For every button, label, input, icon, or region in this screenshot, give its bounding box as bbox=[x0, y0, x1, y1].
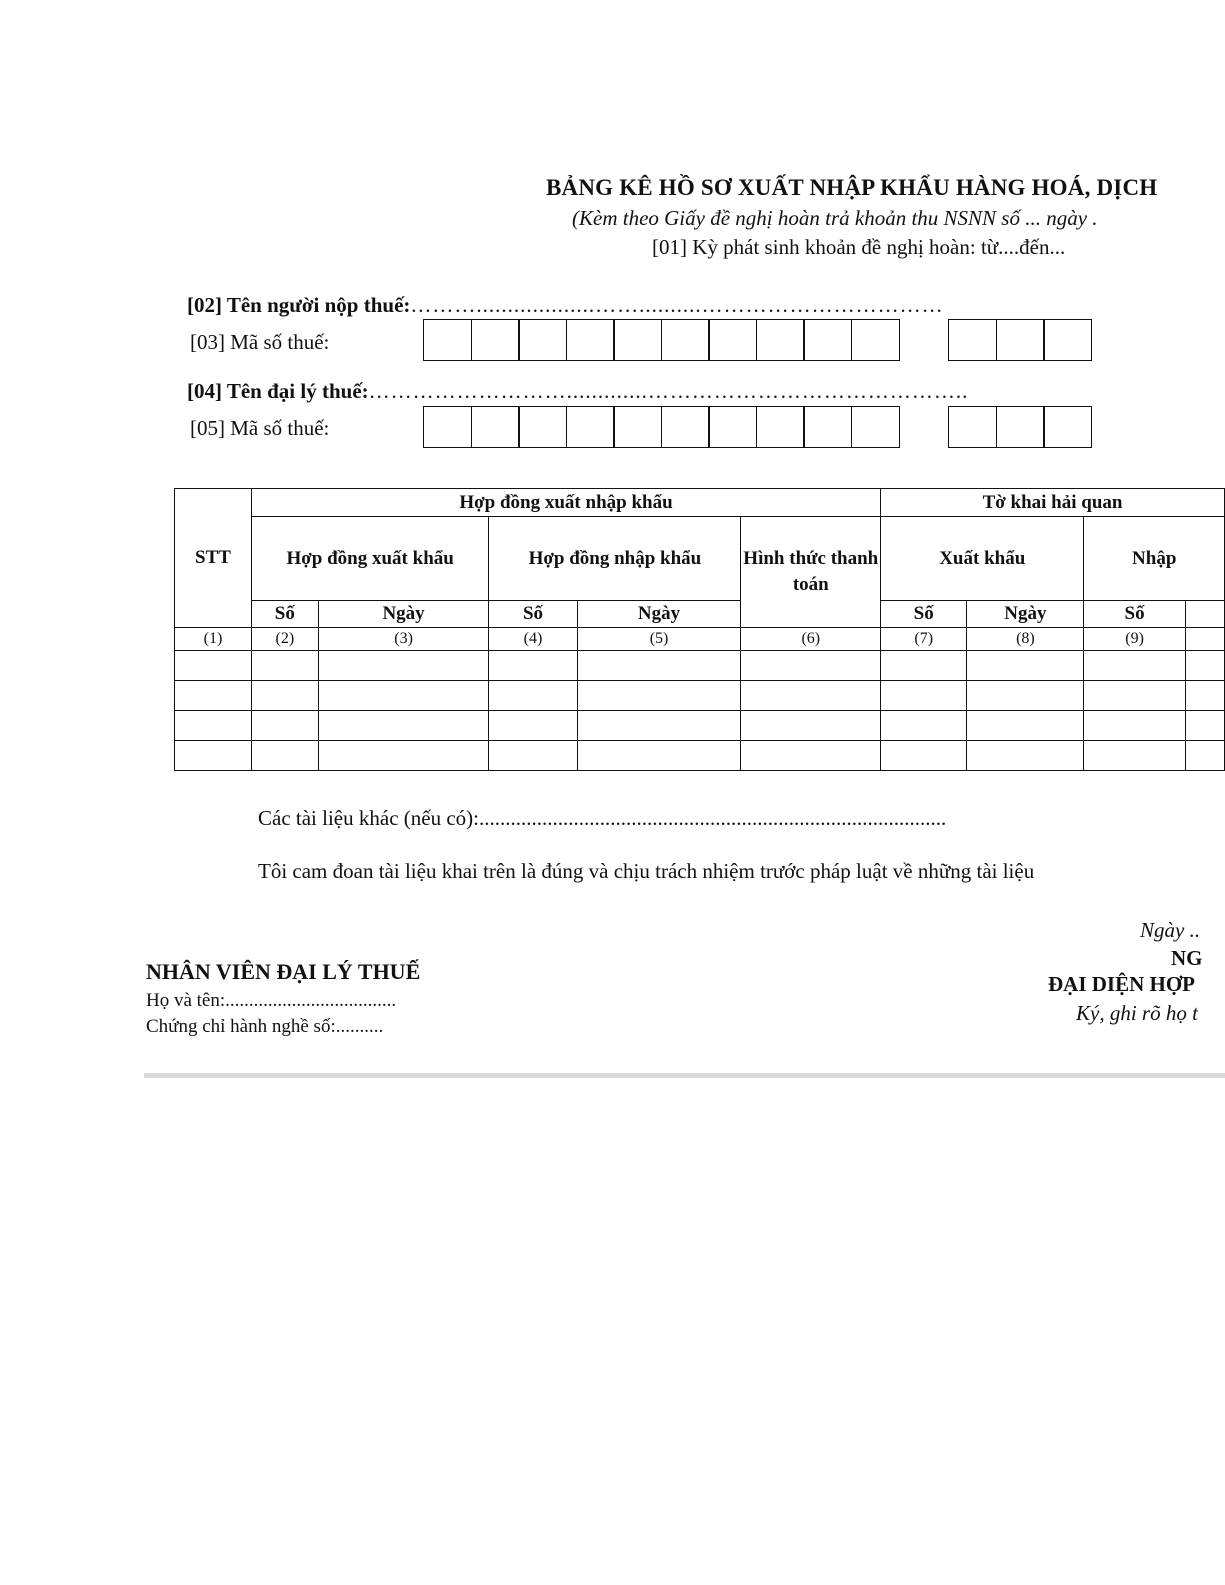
taxpayer-name-dots: ………...................……..........…………………………… bbox=[410, 293, 944, 317]
table-cell[interactable] bbox=[175, 711, 252, 741]
branch-digit-box[interactable] bbox=[948, 406, 997, 448]
document-page bbox=[144, 146, 1225, 1076]
column-number: (3) bbox=[318, 628, 489, 651]
table-cell[interactable] bbox=[577, 651, 741, 681]
taxpayer-tax-id-label: [03] Mã số thuế: bbox=[190, 330, 330, 354]
tax-id-digit-box[interactable] bbox=[518, 319, 567, 361]
tax-id-digit-box[interactable] bbox=[708, 319, 757, 361]
tax-agent-certificate-line: Chứng chỉ hành nghề số:.......... bbox=[146, 1016, 384, 1037]
table-cell[interactable] bbox=[318, 711, 489, 741]
agent-name-dots: ……………………….............…………………………………….. bbox=[368, 379, 969, 403]
table-cell[interactable] bbox=[251, 681, 318, 711]
column-number: (1) bbox=[175, 628, 252, 651]
table-cell[interactable] bbox=[1185, 741, 1224, 771]
column-number: (9) bbox=[1084, 628, 1185, 651]
table-cell[interactable] bbox=[967, 651, 1084, 681]
taxpayer-branch-id-boxes[interactable] bbox=[948, 319, 1092, 361]
sub-header-date: Ngày bbox=[967, 601, 1084, 628]
branch-digit-box[interactable] bbox=[996, 406, 1045, 448]
table-cell[interactable] bbox=[318, 741, 489, 771]
sub-header-blank bbox=[1185, 601, 1224, 628]
tax-id-digit-box[interactable] bbox=[471, 319, 520, 361]
tax-agent-name-line: Họ và tên:.................................... bbox=[146, 990, 397, 1011]
table-cell[interactable] bbox=[741, 741, 881, 771]
document-subtitle: (Kèm theo Giấy đề nghị hoàn trả khoản thu NSNN số ... ngày . bbox=[572, 206, 1098, 230]
signature-instruction: Ký, ghi rõ họ t bbox=[1076, 1001, 1198, 1025]
table-cell[interactable] bbox=[741, 651, 881, 681]
table-cell[interactable] bbox=[175, 651, 252, 681]
tax-id-digit-box[interactable] bbox=[613, 319, 662, 361]
representative-title: ĐẠI DIỆN HỢP bbox=[1048, 972, 1196, 996]
table-cell[interactable] bbox=[251, 711, 318, 741]
tax-id-digit-box[interactable] bbox=[566, 319, 615, 361]
sub-header-number: Số bbox=[1084, 601, 1185, 628]
table-cell[interactable] bbox=[489, 651, 577, 681]
column-number: (6) bbox=[741, 628, 881, 651]
table-cell[interactable] bbox=[967, 681, 1084, 711]
table-cell[interactable] bbox=[175, 741, 252, 771]
column-number: (4) bbox=[489, 628, 577, 651]
col-header-import-contract: Hợp đồng nhập khẩu bbox=[489, 517, 741, 601]
table-cell[interactable] bbox=[318, 681, 489, 711]
agent-tax-id-label: [05] Mã số thuế: bbox=[190, 416, 330, 440]
column-number-row bbox=[175, 628, 1225, 651]
tax-id-digit-box[interactable] bbox=[661, 406, 710, 448]
tax-id-digit-box[interactable] bbox=[756, 319, 805, 361]
agent-branch-id-boxes[interactable] bbox=[948, 406, 1092, 448]
agent-name-row bbox=[187, 379, 968, 404]
agent-name-label: [04] Tên đại lý thuế: bbox=[187, 379, 369, 403]
table-cell[interactable] bbox=[741, 711, 881, 741]
col-header-export: Xuất khẩu bbox=[881, 517, 1084, 601]
column-number: (8) bbox=[967, 628, 1084, 651]
taxpayer-name-label: [02] Tên người nộp thuế: bbox=[187, 293, 411, 317]
column-number: (2) bbox=[251, 628, 318, 651]
table-cell[interactable] bbox=[1084, 681, 1185, 711]
table-cell[interactable] bbox=[318, 651, 489, 681]
tax-id-digit-box[interactable] bbox=[518, 406, 567, 448]
records-table bbox=[174, 488, 1225, 771]
column-number: (5) bbox=[577, 628, 741, 651]
pledge-statement: Tôi cam đoan tài liệu khai trên là đúng và chịu trách nhiệm trước pháp luật về những tài liệu bbox=[258, 859, 1035, 883]
col-header-payment-method: Hình thức thanh toán bbox=[741, 517, 881, 628]
table-cell[interactable] bbox=[967, 711, 1084, 741]
sub-header-number: Số bbox=[881, 601, 967, 628]
branch-digit-box[interactable] bbox=[1043, 319, 1092, 361]
tax-id-digit-box[interactable] bbox=[566, 406, 615, 448]
table-cell[interactable] bbox=[881, 681, 967, 711]
table-cell[interactable] bbox=[577, 741, 741, 771]
sub-header-date: Ngày bbox=[577, 601, 741, 628]
branch-digit-box[interactable] bbox=[948, 319, 997, 361]
group-header-contracts: Hợp đồng xuất nhập khẩu bbox=[251, 489, 880, 517]
tax-id-digit-box[interactable] bbox=[661, 319, 710, 361]
sub-header-number: Số bbox=[251, 601, 318, 628]
tax-agent-staff-title: NHÂN VIÊN ĐẠI LÝ THUẾ bbox=[146, 959, 421, 984]
table-cell[interactable] bbox=[1084, 651, 1185, 681]
tax-id-digit-box[interactable] bbox=[423, 406, 472, 448]
table-cell[interactable] bbox=[251, 741, 318, 771]
sub-header-date: Ngày bbox=[318, 601, 489, 628]
column-number-blank bbox=[1185, 628, 1224, 651]
tax-id-digit-box[interactable] bbox=[613, 406, 662, 448]
tax-id-digit-box[interactable] bbox=[851, 406, 900, 448]
branch-digit-box[interactable] bbox=[996, 319, 1045, 361]
table-cell[interactable] bbox=[1185, 651, 1224, 681]
tax-id-digit-box[interactable] bbox=[803, 319, 852, 361]
table-cell[interactable] bbox=[967, 741, 1084, 771]
table-cell[interactable] bbox=[1084, 741, 1185, 771]
tax-id-digit-box[interactable] bbox=[803, 406, 852, 448]
tax-id-digit-box[interactable] bbox=[851, 319, 900, 361]
col-header-import: Nhập bbox=[1084, 517, 1225, 601]
reporting-period: [01] Kỳ phát sinh khoản đề nghị hoàn: từ....đến... bbox=[652, 235, 1066, 259]
tax-id-digit-box[interactable] bbox=[471, 406, 520, 448]
table-cell[interactable] bbox=[175, 681, 252, 711]
tax-id-digit-box[interactable] bbox=[756, 406, 805, 448]
table-cell[interactable] bbox=[1084, 711, 1185, 741]
group-header-customs: Tờ khai hải quan bbox=[881, 489, 1225, 517]
table-row bbox=[175, 711, 1225, 741]
table-cell[interactable] bbox=[577, 681, 741, 711]
table-row bbox=[175, 681, 1225, 711]
table-cell[interactable] bbox=[881, 711, 967, 741]
taxpayer-tax-id-boxes[interactable] bbox=[423, 319, 900, 361]
tax-id-digit-box[interactable] bbox=[708, 406, 757, 448]
sub-header-number: Số bbox=[489, 601, 577, 628]
column-number: (7) bbox=[881, 628, 967, 651]
col-header-export-contract: Hợp đồng xuất khẩu bbox=[251, 517, 488, 601]
table-cell[interactable] bbox=[489, 711, 577, 741]
table-row bbox=[175, 741, 1225, 771]
table-cell[interactable] bbox=[489, 681, 577, 711]
branch-digit-box[interactable] bbox=[1043, 406, 1092, 448]
col-header-stt: STT bbox=[175, 489, 252, 628]
other-documents-line: Các tài liệu khác (nếu có):......................................................................................... bbox=[258, 806, 947, 830]
table-cell[interactable] bbox=[741, 681, 881, 711]
tax-id-digit-box[interactable] bbox=[423, 319, 472, 361]
table-cell[interactable] bbox=[577, 711, 741, 741]
document-title: BẢNG KÊ HỒ SƠ XUẤT NHẬP KHẨU HÀNG HOÁ, DỊCH bbox=[546, 175, 1158, 200]
table-cell[interactable] bbox=[1185, 681, 1224, 711]
table-row bbox=[175, 651, 1225, 681]
table-cell[interactable] bbox=[881, 741, 967, 771]
taxpayer-name-row bbox=[187, 293, 944, 318]
table-cell[interactable] bbox=[251, 651, 318, 681]
signer-title: NG bbox=[1171, 946, 1203, 970]
agent-tax-id-boxes[interactable] bbox=[423, 406, 900, 448]
table-cell[interactable] bbox=[881, 651, 967, 681]
table-cell[interactable] bbox=[489, 741, 577, 771]
table-cell[interactable] bbox=[1185, 711, 1224, 741]
page-bottom-divider bbox=[144, 1073, 1225, 1078]
signature-date: Ngày .. bbox=[1140, 918, 1201, 942]
